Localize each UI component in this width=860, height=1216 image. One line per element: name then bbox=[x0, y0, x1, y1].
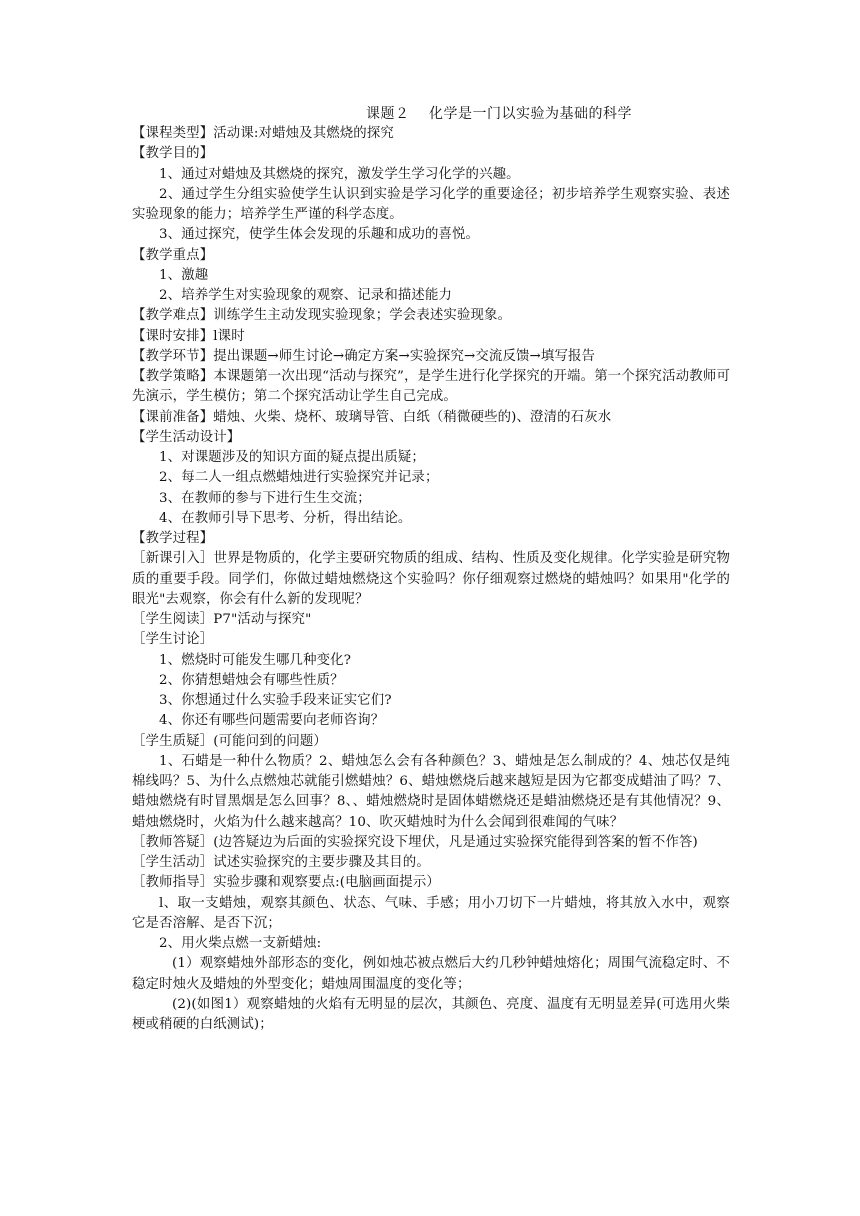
paragraph: 【课前准备】蜡烛、火柴、烧杯、玻璃导管、白纸（稍微硬些的)、澄清的石灰水 bbox=[132, 409, 612, 425]
paragraph: 1、燃烧时可能发生哪几种变化? bbox=[159, 652, 352, 668]
paragraph: 2、通过学生分组实验使学生认识到实验是学习化学的重要途径；初步培养学生观察实验、表述实验现象的能力；培养学生严谨的科学态度。 bbox=[132, 186, 730, 222]
paragraph: (2)(如图1）观察蜡烛的火焰有无明显的层次，其颜色、亮度、温度有无明显差异(可选用火柴梗或稍硬的白纸测试)； bbox=[132, 996, 730, 1032]
document-title: 课题２ 化学是一门以实验为基础的科学 bbox=[366, 106, 632, 122]
paragraph: 4、在教师引导下思考、分析，得出结论。 bbox=[159, 510, 412, 526]
paragraph: 3、通过探究，使学生体会发现的乐趣和成功的喜悦。 bbox=[159, 227, 480, 243]
paragraph: 【课时安排】l课时 bbox=[132, 328, 245, 344]
paragraph: ［教师答疑］(边答疑边为后面的实验探究设下埋伏，凡是通过实验探究能得到答案的暂不作答) bbox=[132, 834, 698, 850]
paragraph: 【教学过程】 bbox=[132, 531, 214, 546]
paragraph: 1、石蜡是一种什么物质？2、蜡烛怎么会有各种颜色？3、蜡烛是怎么制成的？4、烛芯仅是纯棉线吗？5、为什么点燃烛芯就能引燃蜡烛？6、蜡烛燃烧后越来越短是因为它都变成蜡油了吗？7、蜡烛燃烧有时冒黑烟是怎么回事？8、、蜡烛燃烧时是固体蜡燃烧还是蜡油燃烧还是有其他情况？9、蜡烛燃烧时，火焰为什么越来越高？10、吹灭蜡烛时为什么会闻到很难闻的气味？ bbox=[132, 753, 730, 830]
paragraph: (1）观察蜡烛外部形态的变化，例如烛芯被点燃后大约几秒钟蜡烛熔化；周围气流稳定时、不稳定时烛火及蜡烛的外型变化；蜡烛周围温度的变化等； bbox=[132, 956, 730, 992]
paragraph: ［学生活动］试述实验探究的主要步骤及其目的。 bbox=[132, 855, 430, 870]
paragraph: 【教学难点】训练学生主动发现实验现象；学会表述实验现象。 bbox=[132, 308, 512, 324]
document-body bbox=[132, 124, 730, 1035]
paragraph: 【学生活动设计】 bbox=[132, 429, 241, 445]
paragraph: 2、培养学生对实验现象的观察、记录和描述能力 bbox=[159, 288, 453, 303]
paragraph: 3、在教师的参与下进行生生交流； bbox=[159, 490, 371, 506]
paragraph: 【课程类型】活动课:对蜡烛及其燃烧的探究 bbox=[132, 126, 394, 141]
paragraph: 4、你还有哪些问题需要向老师咨询？ bbox=[159, 713, 385, 729]
paragraph: 1、对课题涉及的知识方面的疑点提出质疑； bbox=[159, 450, 425, 465]
paragraph: 1、激趣 bbox=[159, 267, 209, 283]
paragraph: 2、每二人一组点燃蜡烛进行实验探究并记录； bbox=[159, 470, 439, 486]
paragraph: 【教学重点】 bbox=[132, 247, 214, 263]
paragraph: ［学生质疑］(可能问到的问题） bbox=[132, 733, 327, 749]
paragraph: l、取一支蜡烛，观察其颜色、状态、气味、手感；用小刀切下一片蜡烛，将其放入水中，观察它是否溶解、是否下沉； bbox=[132, 895, 730, 931]
paragraph: 【教学目的】 bbox=[132, 146, 214, 162]
paragraph: 3、你想通过什么实验手段来证实它们? bbox=[159, 693, 392, 708]
paragraph: 2、用火柴点燃一支新蜡烛: bbox=[159, 936, 322, 951]
paragraph: 【教学策略】本课题第一次出现“活动与探究”，是学生进行化学探究的开端。第一个探究活动教师可先演示，学生模仿；第二个探究活动让学生自己完成。 bbox=[132, 369, 730, 405]
document-page bbox=[132, 104, 730, 1035]
paragraph: ［学生讨论］ bbox=[132, 632, 214, 648]
paragraph: ［教师指导］实验步骤和观察要点:(电脑画面提示） bbox=[132, 875, 440, 891]
paragraph: 2、你猜想蜡烛会有哪些性质？ bbox=[159, 672, 344, 688]
paragraph: ［新课引入］世界是物质的，化学主要研究物质的组成、结构、性质及变化规律。化学实验是研究物质的重要手段。同学们，你做过蜡烛燃烧这个实验吗？你仔细观察过燃烧的蜡烛吗？如果用"化学的眼光"去观察，你会有什么新的发现呢？ bbox=[132, 551, 730, 607]
paragraph: ［学生阅读］P7"活动与探究" bbox=[132, 612, 312, 627]
paragraph: 【教学环节】提出课题→师生讨论→确定方案→实验探究→交流反馈→填写报告 bbox=[132, 348, 596, 364]
paragraph: 1、通过对蜡烛及其燃烧的探究，激发学生学习化学的兴趣。 bbox=[159, 166, 520, 182]
